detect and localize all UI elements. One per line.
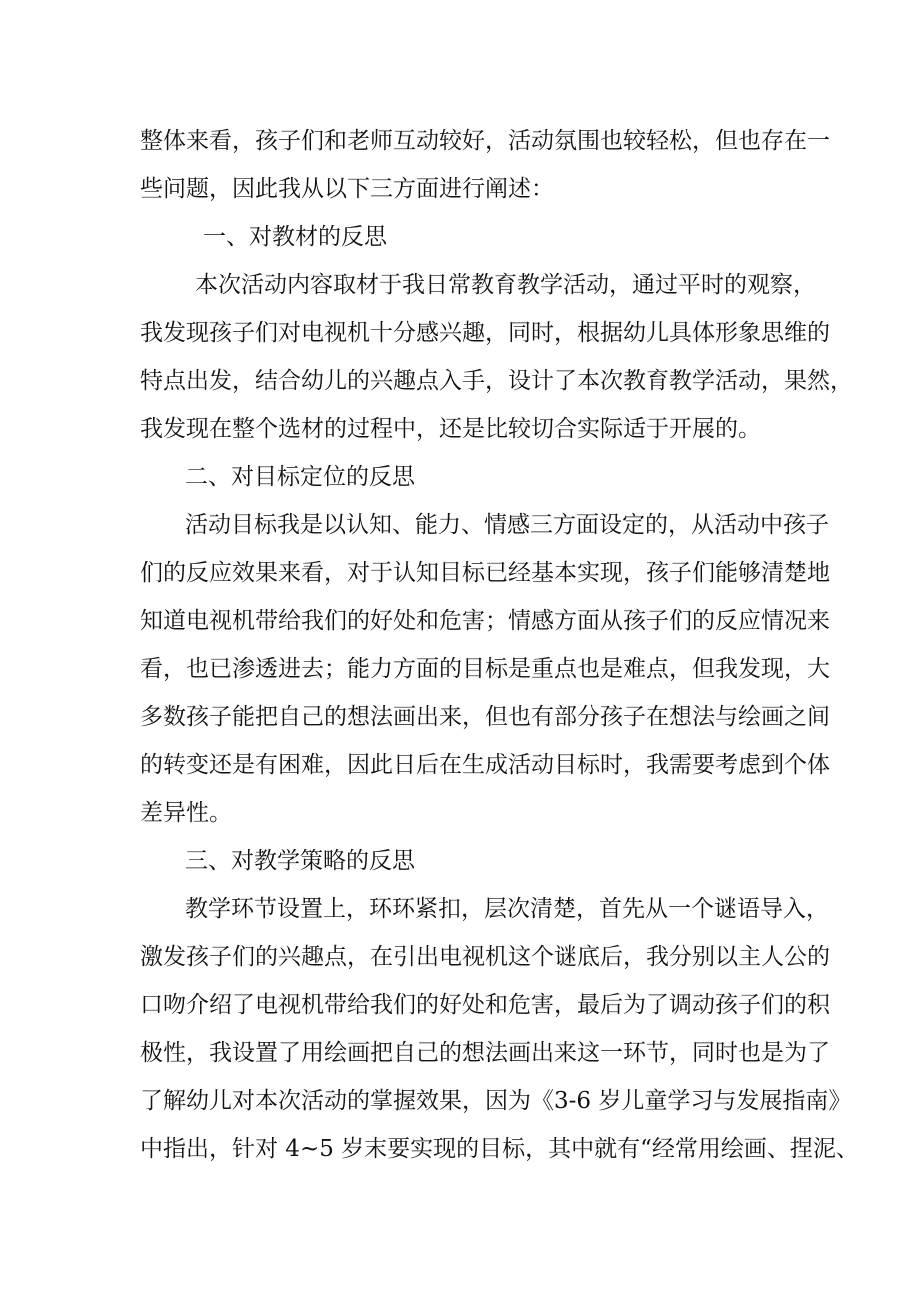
text-line: 看，也已渗透进去；能力方面的目标是重点也是难点，但我发现，大 bbox=[140, 656, 830, 682]
text-line: 我发现孩子们对电视机十分感兴趣，同时，根据幼儿具体形象思维的 bbox=[140, 320, 830, 346]
section-heading-2: 二、对目标定位的反思 bbox=[185, 464, 415, 490]
text-line: 差异性。 bbox=[140, 800, 232, 826]
text-line: 口吻介绍了电视机带给我们的好处和危害，最后为了调动孩子们的积 bbox=[140, 992, 830, 1018]
text-line: 特点出发，结合幼儿的兴趣点入手，设计了本次教育教学活动，果然， bbox=[140, 368, 853, 394]
text-line: 的转变还是有困难，因此日后在生成活动目标时，我需要考虑到个体 bbox=[140, 752, 830, 778]
section-heading-1: 一、对教材的反思 bbox=[203, 224, 387, 250]
text-line: 些问题，因此我从以下三方面进行阐述： bbox=[140, 176, 554, 202]
text-line: 中指出，针对 4~5 岁末要实现的目标，其中就有“经常用绘画、捏泥、 bbox=[140, 1136, 859, 1162]
text-line: 知道电视机带给我们的好处和危害；情感方面从孩子们的反应情况来 bbox=[140, 608, 830, 634]
text-line: 教学环节设置上，环环紧扣，层次清楚，首先从一个谜语导入， bbox=[185, 896, 829, 922]
text-line: 极性，我设置了用绘画把自己的想法画出来这一环节，同时也是为了 bbox=[140, 1040, 830, 1066]
text-line: 本次活动内容取材于我日常教育教学活动，通过平时的观察， bbox=[195, 272, 816, 298]
text-line: 我发现在整个选材的过程中，还是比较切合实际适于开展的。 bbox=[140, 416, 761, 442]
text-line: 们的反应效果来看，对于认知目标已经基本实现，孩子们能够清楚地 bbox=[140, 560, 830, 586]
text-line: 活动目标我是以认知、能力、情感三方面设定的，从活动中孩子 bbox=[185, 512, 829, 538]
text-line: 整体来看，孩子们和老师互动较好，活动氛围也较轻松，但也存在一 bbox=[140, 128, 830, 154]
text-line: 多数孩子能把自己的想法画出来，但也有部分孩子在想法与绘画之间 bbox=[140, 704, 830, 730]
text-line: 激发孩子们的兴趣点，在引出电视机这个谜底后，我分别以主人公的 bbox=[140, 944, 830, 970]
text-line: 了解幼儿对本次活动的掌握效果，因为《3-6 岁儿童学习与发展指南》 bbox=[140, 1088, 852, 1114]
section-heading-3: 三、对教学策略的反思 bbox=[185, 848, 415, 874]
